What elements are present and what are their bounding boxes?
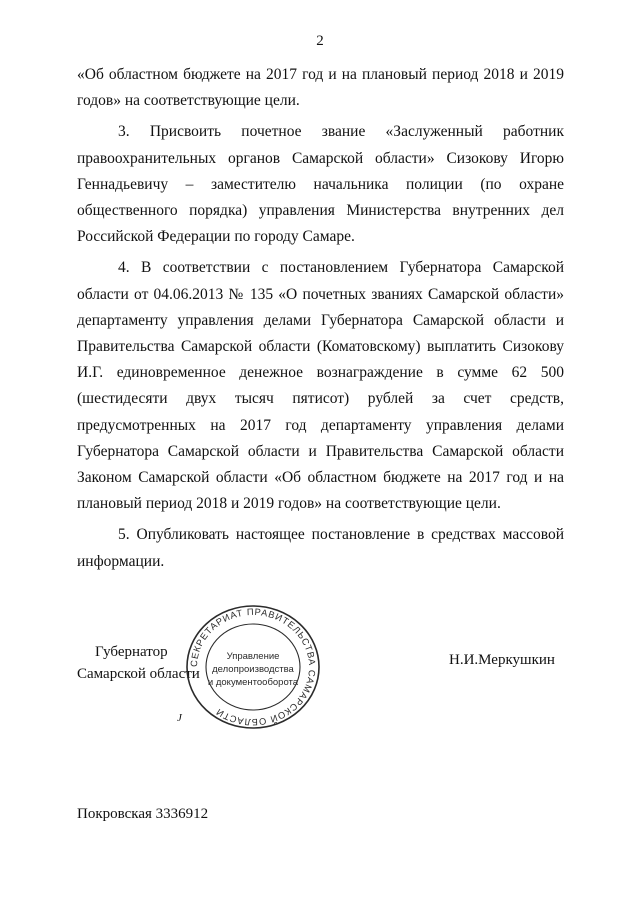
signatory-title bbox=[77, 641, 200, 685]
page-number: 2 bbox=[316, 33, 324, 49]
stamp-ring-text: СЕКРЕТАРИАТ ПРАВИТЕЛЬСТВА САМАРСКОЙ ОБЛАСТИ bbox=[188, 606, 318, 728]
paragraph-item-3: 3. Присвоить почетное звание «Заслуженный работник правоохранительных органов Самарской области» Сизокову Игорю Геннадьевичу – заместителю начальника полиции (по охране общественного порядка) управления Министерства внутренних дел Российской Федерации по городу Самаре. bbox=[77, 123, 564, 246]
stamp-line2: делопроизводства bbox=[212, 664, 294, 675]
paragraph-item-4: 4. В соответствии с постановлением Губернатора Самарской области от 04.06.2013 № 135 «О почетных званиях Самарской области» департаменту управления делами Губернатора Самарской области и Правительства Самарской области (Коматовскому) выплатить Сизокову И.Г. единовременное денежное вознаграждение в сумме 62 500 (шестидесяти двух тысяч пятисот) рублей за счет средств, предусмотренных на 2017 год департаменту управления делами Губернатора Самарской области и Правительства Самарской области Законом Самарской области «Об областном бюджете на 2017 год и на плановый период 2018 и 2019 годов» на соответствующие цели. bbox=[77, 259, 564, 513]
executor-footer: Покровская 3336912 bbox=[77, 806, 209, 822]
document-body bbox=[77, 62, 564, 580]
paragraph-continuation: «Об областном бюджете на 2017 год и на плановый период 2018 и 2019 годов» на соответствующие цели. bbox=[77, 66, 564, 110]
signatory-name: Н.И.Меркушкин bbox=[449, 652, 555, 668]
paragraph-item-5: 5. Опубликовать настоящее постановление в средствах массовой информации. bbox=[77, 526, 564, 570]
stamp-line1: Управление bbox=[226, 651, 280, 662]
margin-mark: J bbox=[177, 712, 182, 724]
signatory-title-line2: Самарской области bbox=[77, 666, 200, 682]
stamp-line3: и документооборота bbox=[207, 677, 299, 688]
official-stamp bbox=[183, 603, 323, 731]
signatory-title-line1: Губернатор bbox=[95, 644, 168, 660]
